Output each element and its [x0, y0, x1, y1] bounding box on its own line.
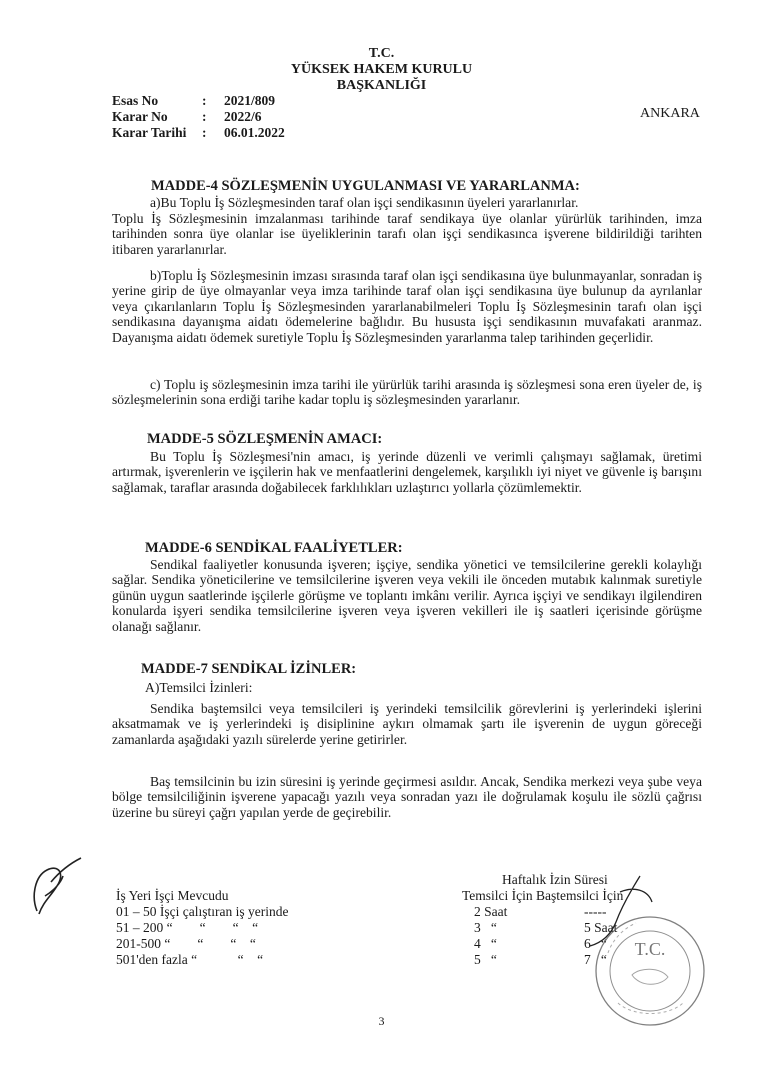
- article-7-para-1: Sendika baştemsilci veya temsilcileri iş yerindeki temsilcilik görevlerini iş yerlerindeki işlerini aksatmamak ve iş yerlerindeki iş disiplinine aykırı olmamak şartı ile işverenin de uygun göreceği zamanlarda aşağıdaki yazılı sürelerde yerine getirirler.: [112, 701, 702, 747]
- header-department: BAŞKANLIĞI: [336, 78, 427, 93]
- article-7-para-2: Baş temsilcinin bu izin süresini iş yerinde geçirmesi asıldır. Ancak, Sendika merkezi veya şube veya bölge temsilciliğinin işverene yapacağı yazılı veya sonradan yazı ile doğrulamak koşulu ile sözlü çağrısı üzerine bu süreyi çağrı yapılan yerde de geçirebilir.: [112, 774, 702, 820]
- meta-row: [112, 93, 285, 109]
- article-4-para-a: a)Bu Toplu İş Sözleşmesinden taraf olan işçi sendikasının üyeleri yararlanırlar.: [150, 195, 579, 210]
- table-left-row: 501'den fazla “ “ “: [116, 952, 264, 967]
- head-rep-hours: 6 “: [584, 936, 607, 951]
- meta-value: 2022/6: [224, 109, 262, 124]
- seal-text: T.C.: [634, 939, 666, 959]
- article-5-heading: MADDE-5 SÖZLEŞMENİN AMACI:: [147, 431, 383, 447]
- table-right-header-2: Temsilci İçin Baştemsilci İçin: [462, 888, 624, 903]
- city: ANKARA: [640, 106, 700, 121]
- table-left-row: 01 – 50 İşçi çalıştıran iş yerinde: [116, 904, 289, 919]
- rep-hours: 2 Saat: [474, 904, 508, 919]
- head-rep-hours: -----: [584, 904, 607, 919]
- article-4-para-b: b)Toplu İş Sözleşmesinin imzası sırasında taraf olan işçi sendikasına üye bulunmayanlar, sonradan iş yerine girip de üye olmayanlar veya imza tarihinde taraf olan işçi sendikasına üye bulunup da ayrılanlar veya çıkarılanların Toplu İş Sözleşmesinden yararlanabilmeleri Toplu İş Sözleşmesinin tarafı olan işçi sendikasına dayanışma aidatı ödemelerine bağlıdır. Bu hususta işçi sendikasının muvafakati aranmaz. Dayanışma aidatı ödemek suretiyle Toplu İş Sözleşmesinden yararlanma talep tarihinden geçerlidir.: [112, 268, 702, 345]
- case-meta: [112, 93, 285, 141]
- head-rep-hours: 5 Saat: [584, 920, 618, 935]
- employee-count-table: [116, 888, 288, 968]
- head-rep-hours: 7 “: [584, 952, 607, 967]
- table-left-row: 201-500 “ “ “ “: [116, 936, 256, 951]
- header-tc: T.C.: [368, 46, 395, 61]
- meta-row: [112, 125, 285, 141]
- initials-signature-icon: [25, 856, 85, 926]
- article-4-para-a-cont: Toplu İş Sözleşmesinin imzalanması tarihinde taraf sendikaya üye olanlar yürürlük tarihinden, imza tarihinden sonra üye olanlar ise üyeliklerinin tarafı olan işçi sendikasınca işverene bildirildiği tarihten itibaren yararlanırlar.: [112, 211, 702, 257]
- meta-row: [112, 109, 285, 125]
- article-4-heading: MADDE-4 SÖZLEŞMENİN UYGULANMASI VE YARARLANMA:: [151, 178, 580, 194]
- table-left-header: İş Yeri İşçi Mevcudu: [116, 888, 229, 903]
- page-number: 3: [378, 1014, 385, 1028]
- article-6-heading: MADDE-6 SENDİKAL FAALİYETLER:: [145, 540, 403, 556]
- meta-key: Karar No: [112, 109, 168, 124]
- meta-key: Karar Tarihi: [112, 125, 187, 140]
- meta-value: 06.01.2022: [224, 125, 285, 140]
- article-6-para: Sendikal faaliyetler konusunda işveren; işçiye, sendika yönetici ve temsilcilerine gerekli kolaylığı sağlar. Sendika yöneticilerine ve temsilcilerine işveren veya vekili ile önceden mutabık kalınmak suretiyle günün uygun saatlerinde işçilerle görüşme ve toplantı imkânı verilir. Ayrıca işçiyi ve sendikayı ilgilendiren konularda işyeri sendika temsilcilerine işveren veya işveren vekilleri ile iş saatleri içerisinde görüşme olanağı sağlanır.: [112, 557, 702, 634]
- table-right-header-1: Haftalık İzin Süresi: [502, 872, 608, 887]
- meta-sep: :: [202, 109, 207, 124]
- article-4-para-c: c) Toplu iş sözleşmesinin imza tarihi ile yürürlük tarihi arasında iş sözleşmesi sona eren üyeler de, iş sözleşmelerinin sona erdiği tarihe kadar toplu iş sözleşmesinden yararlanır.: [112, 377, 702, 408]
- meta-value: 2021/809: [224, 93, 276, 108]
- article-7-heading: MADDE-7 SENDİKAL İZİNLER:: [141, 661, 357, 677]
- rep-hours: 5 “: [474, 952, 497, 967]
- meta-sep: :: [202, 93, 207, 108]
- table-left-row: 51 – 200 “ “ “ “: [116, 920, 259, 935]
- article-5-para: Bu Toplu İş Sözleşmesi'nin amacı, iş yerinde düzenli ve verimli çalışmayı sağlamak, üretimi artırmak, işverenlerin ve işçilerin hak ve menfaatlerini dengelemek, karşılıklı iyi niyet ve güvenle iş barışını sağlamak, taraflar arasında doğabilecek farklılıkları uzlaştırıcı yollarla çözümlemektir.: [112, 449, 702, 495]
- article-7-subheading: A)Temsilci İzinleri:: [145, 680, 253, 695]
- rep-hours: 4 “: [474, 936, 497, 951]
- rep-hours: 3 “: [474, 920, 497, 935]
- meta-sep: :: [202, 125, 207, 140]
- meta-key: Esas No: [112, 93, 159, 108]
- header-institution: YÜKSEK HAKEM KURULU: [290, 62, 473, 77]
